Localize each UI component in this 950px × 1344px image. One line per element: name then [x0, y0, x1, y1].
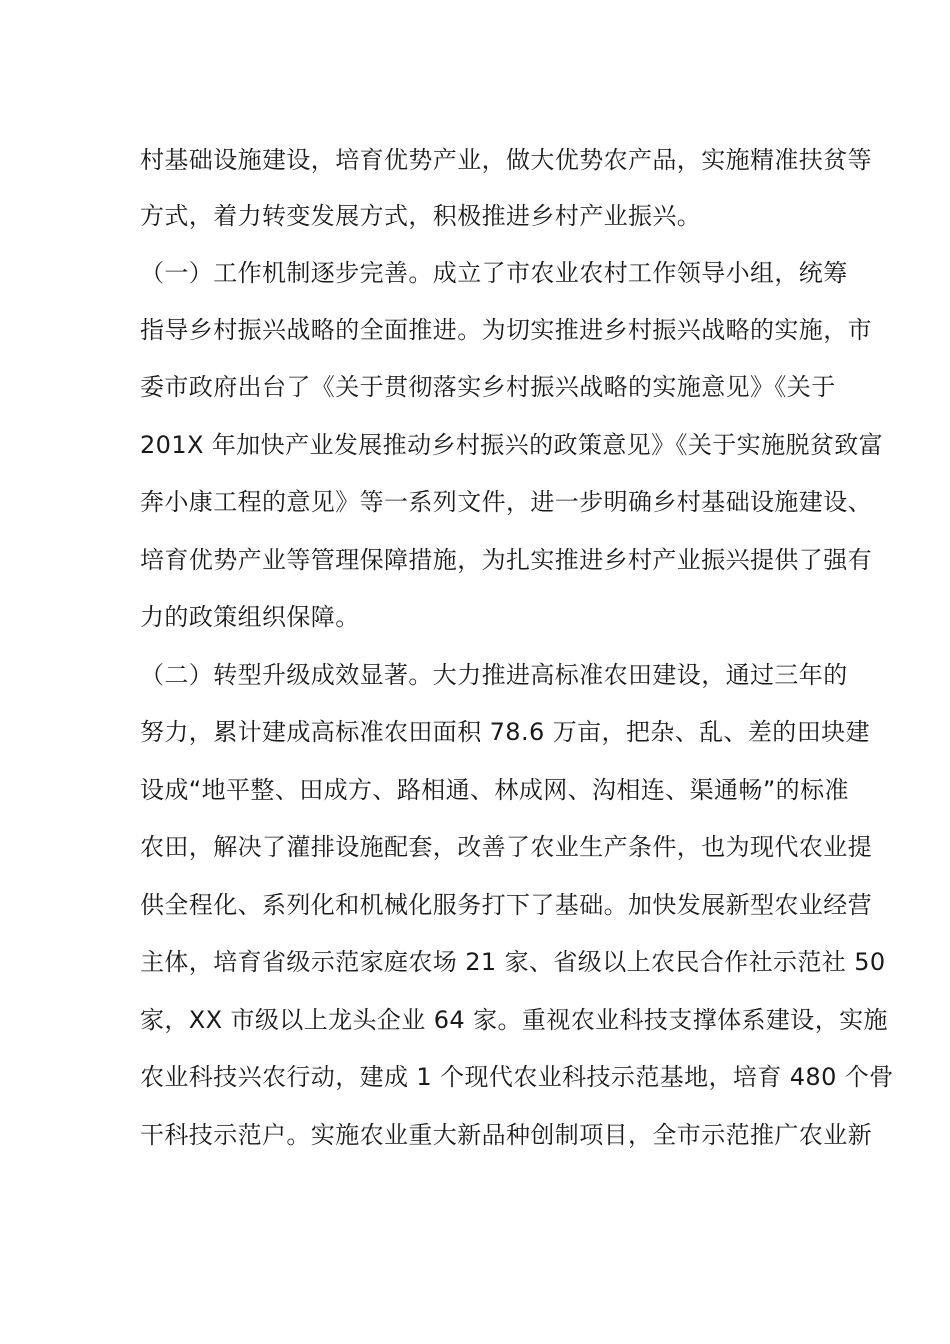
paragraph-line: 农业科技兴农行动，建成 1 个现代农业科技示范基地，培育 480 个骨 [140, 1063, 894, 1091]
paragraph-line: （二）转型升级成效显著。大力推进高标准农田建设，通过三年的 [140, 661, 848, 689]
paragraph-line: 指导乡村振兴战略的全面推进。为切实推进乡村振兴战略的实施，市 [140, 316, 872, 344]
paragraph-line: 设成“地平整、田成方、路相通、林成网、沟相连、渠通畅”的标准 [140, 776, 849, 804]
paragraph-line: （一）工作机制逐步完善。成立了市农业农村工作领导小组，统筹 [140, 259, 848, 287]
paragraph-line: 干科技示范户。实施农业重大新品种创制项目，全市示范推广农业新 [140, 1121, 872, 1149]
paragraph-line: 201X 年加快产业发展推动乡村振兴的政策意见》《关于实施脱贫致富 [140, 431, 884, 459]
paragraph-line: 努力，累计建成高标准农田面积 78.6 万亩，把杂、乱、差的田块建 [140, 718, 870, 746]
paragraph-line: 委市政府出台了《关于贯彻落实乡村振兴战略的实施意见》《关于 [140, 373, 836, 401]
paragraph-line: 奔小康工程的意见》等一系列文件，进一步明确乡村基础设施建设、 [140, 488, 872, 516]
paragraph-line: 力的政策组织保障。 [140, 603, 360, 631]
paragraph-line: 培育优势产业等管理保障措施，为扎实推进乡村产业振兴提供了强有 [140, 546, 872, 574]
paragraph-line: 村基础设施建设，培育优势产业，做大优势农产品，实施精准扶贫等 [140, 146, 872, 174]
paragraph-line: 主体，培育省级示范家庭农场 21 家、省级以上农民合作社示范社 50 [140, 948, 886, 976]
paragraph-line: 家，XX 市级以上龙头企业 64 家。重视农业科技支撑体系建设，实施 [140, 1006, 888, 1034]
paragraph-line: 供全程化、系列化和机械化服务打下了基础。加快发展新型农业经营 [140, 891, 872, 919]
paragraph-line: 农田，解决了灌排设施配套，改善了农业生产条件，也为现代农业提 [140, 833, 872, 861]
paragraph-line: 方式，着力转变发展方式，积极推进乡村产业振兴。 [140, 202, 702, 230]
